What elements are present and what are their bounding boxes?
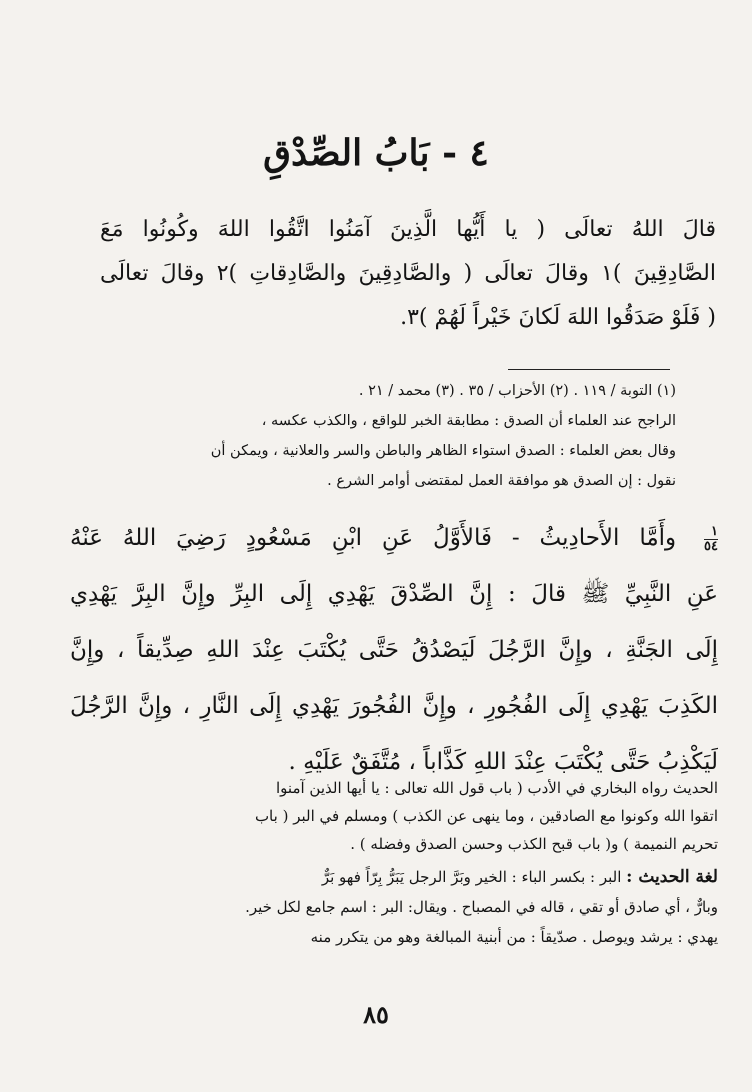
- hadith-line: إِلَى الجَنَّةِ ، وإِنَّ الرَّجُلَ لَيَصْدُقُ حَتَّى يُكْتَبَ عِنْدَ اللهِ صِدِّيقاً ، وإِنَّ: [70, 637, 718, 663]
- hadith-line: [70, 510, 718, 566]
- footnotes: [88, 376, 676, 496]
- footnote-line: نقول : إن الصدق هو موافقة العمل لمقتضى أوامر الشرع .: [327, 473, 676, 489]
- hadith-number-top: ١: [711, 523, 718, 539]
- page-number: ٨٥: [363, 1000, 389, 1029]
- vocabulary-text: البر : بكسر الباء : الخير وبَرَّ الرجل يَبَرُّ بِرّاً فهو بَرٌّ: [321, 868, 622, 886]
- chapter-title: ٤ - بَابُ الصِّدْقِ: [263, 132, 489, 174]
- hadith-text: [70, 510, 718, 790]
- hadith-source: [78, 774, 718, 858]
- source-line: اتقوا الله وكونوا مع الصادقين ، وما ينهى عن الكذب ) ومسلم في البر ( باب: [254, 807, 718, 825]
- footnote-line: الراجح عند العلماء أن الصدق : مطابقة الخبر للواقع ، والكذب عكسه ،: [261, 413, 676, 429]
- source-line: تحريم النميمة ) و( باب قبح الكذب وحسن الصدق وفضله ) .: [350, 835, 718, 853]
- hadith-line: لَيَكْذِبُ حَتَّى يُكْتَبَ عِنْدَ اللهِ كَذَّاباً ، مُتَّفَقٌ عَلَيْهِ .: [288, 749, 718, 775]
- vocabulary-line: يهدي : يرشد ويوصل . صدّيقاً : من أبنية المبالغة وهو من يتكرر منه: [310, 928, 718, 946]
- vocabulary-heading: لغة الحديث :: [626, 867, 718, 887]
- vocabulary-line: وبارٌّ ، أي صادق أو تقي ، قاله في المصباح . ويقال: البر : اسم جامع لكل خير.: [245, 898, 718, 916]
- hadith-number: [704, 525, 718, 554]
- hadith-number-bottom: ٥٤: [704, 538, 718, 554]
- verse-line: الصَّادِقِينَ )١ وقالَ تعالَى ( والصَّادِقِينَ والصَّادِقاتِ )٢ وقالَ تعالَى: [100, 261, 716, 286]
- footnote-references: (١) التوبة / ١١٩ . (٢) الأحزاب / ٣٥ . (٣) محمد / ٢١ .: [358, 383, 676, 399]
- quran-verses: [100, 208, 716, 340]
- footnote-divider: [508, 369, 670, 370]
- source-line: الحديث رواه البخاري في الأدب ( باب قول الله تعالى : يا أيها الذين آمنوا: [276, 779, 718, 797]
- hadith-line: الكَذِبَ يَهْدِي إِلَى الفُجُورِ ، وإِنَّ الفُجُورَ يَهْدِي إِلَى النَّارِ ، وإِنَّ الرَّجُلَ: [70, 693, 718, 719]
- verse-line: قالَ اللهُ تعالَى ( يا أَيُّها الَّذِينَ آمَنُوا اتَّقُوا اللهَ وكُونُوا مَعَ: [100, 217, 716, 242]
- hadith-line-text: وأَمَّا الأَحادِيثُ - فَالأَوَّلُ عَنِ ابْنِ مَسْعُودٍ رَضِيَ اللهُ عَنْهُ: [70, 525, 677, 551]
- verse-line: ( فَلَوْ صَدَقُوا اللهَ لَكانَ خَيْراً لَهُمْ )٣.: [400, 305, 716, 330]
- vocabulary-section: [78, 862, 718, 952]
- hadith-line: عَنِ النَّبِيِّ ﷺ قالَ : إِنَّ الصِّدْقَ يَهْدِي إِلَى البِرِّ وإِنَّ البِرَّ يَهْدِي: [70, 581, 718, 607]
- footnote-line: وقال بعض العلماء : الصدق استواء الظاهر والباطن والسر والعلانية ، ويمكن أن: [210, 443, 676, 459]
- vocabulary-line: [78, 862, 718, 892]
